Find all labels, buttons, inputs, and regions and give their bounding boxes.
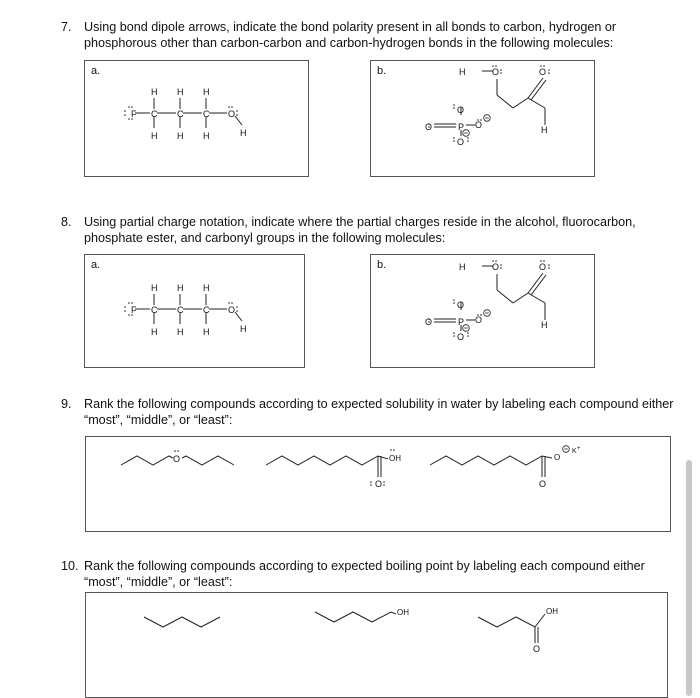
structure-8a xyxy=(124,283,246,337)
atom-O: O xyxy=(539,262,547,272)
butanol-structure xyxy=(315,608,409,622)
atom-C: C xyxy=(151,109,158,119)
atom-H: H xyxy=(151,283,158,293)
atom-O: O xyxy=(457,300,465,310)
structure-7b xyxy=(425,65,550,147)
structure-7a xyxy=(124,87,246,141)
atom-O: O xyxy=(492,67,500,77)
atom-H: H xyxy=(151,131,158,141)
atom-F: F xyxy=(131,109,137,119)
atom-H: H xyxy=(177,87,184,97)
atom-O: O xyxy=(539,479,547,489)
atom-H: H xyxy=(177,131,184,141)
atom-O: O xyxy=(457,137,465,147)
question-text: Using partial charge notation, indicate where the partial charges reside in the alcohol, fluorocarbon, phosphate ester, and carbonyl groups in the following molecules: xyxy=(84,215,636,245)
atom-O: O xyxy=(425,317,433,327)
question-number: 8. xyxy=(61,215,72,229)
atom-O: O xyxy=(228,109,236,119)
atom-H: H xyxy=(541,320,548,330)
butane-structure xyxy=(144,617,220,627)
atom-H: H xyxy=(151,327,158,337)
atom-O: O xyxy=(173,454,181,464)
question-number: 9. xyxy=(61,397,72,411)
atom-O: O xyxy=(533,644,541,654)
atom-O: O xyxy=(492,262,500,272)
question-text: Rank the following compounds according to expected boiling point by labeling each compound either “most”, “middle”, or “least”: xyxy=(84,559,645,589)
atom-H: H xyxy=(203,87,210,97)
atom-O: O xyxy=(539,67,547,77)
atom-H: H xyxy=(203,283,210,293)
atom-P: P xyxy=(458,317,465,327)
atom-H: H xyxy=(177,283,184,293)
atom-K: K xyxy=(572,448,577,455)
scrollbar-thumb[interactable] xyxy=(686,460,692,696)
atom-O: O xyxy=(375,479,383,489)
atom-O: O xyxy=(475,120,483,130)
question-text: Rank the following compounds according to expected solubility in water by labeling each compound either “most”, “middle”, or “least”: xyxy=(84,397,674,427)
box-label: b. xyxy=(377,65,387,77)
charge-plus: + xyxy=(577,446,581,452)
atom-O: O xyxy=(457,105,465,115)
potassium-carboxylate-structure xyxy=(430,446,581,489)
atom-H: H xyxy=(203,131,210,141)
atom-H: H xyxy=(151,87,158,97)
question-number: 10. xyxy=(61,559,79,573)
atom-C: C xyxy=(177,109,184,119)
atom-F: F xyxy=(131,305,137,315)
atom-O: O xyxy=(228,305,236,315)
atom-C: C xyxy=(203,305,210,315)
atom-H: H xyxy=(203,327,210,337)
butanoic-acid-long-structure xyxy=(266,449,401,489)
atom-H: H xyxy=(177,327,184,337)
atom-OH: OH xyxy=(546,607,558,616)
atom-O: O xyxy=(425,122,433,132)
atom-OH: OH xyxy=(397,608,409,617)
atom-O: O xyxy=(457,332,465,342)
atom-C: C xyxy=(151,305,158,315)
atom-O: O xyxy=(554,453,561,462)
box-label: b. xyxy=(377,259,387,271)
structure-8b xyxy=(425,260,550,342)
atom-H: H xyxy=(459,262,466,272)
dipropyl-ether-structure xyxy=(121,450,234,465)
atom-P: P xyxy=(458,122,465,132)
atom-C: C xyxy=(203,109,210,119)
atom-O: O xyxy=(475,315,483,325)
atom-H: H xyxy=(240,324,247,334)
atom-C: C xyxy=(177,305,184,315)
box-label: a. xyxy=(91,65,101,77)
question-text: Using bond dipole arrows, indicate the bond polarity present in all bonds to carbon, hydrogen or phosphorous other than carbon-carbon and carbon-hydrogen bonds in the following molecules: xyxy=(84,20,617,50)
atom-OH: OH xyxy=(389,454,401,463)
box-label: a. xyxy=(91,259,101,271)
atom-H: H xyxy=(459,67,466,77)
atom-H: H xyxy=(541,125,548,135)
atom-H: H xyxy=(240,128,247,138)
question-number: 7. xyxy=(61,20,72,34)
butanoic-acid-structure xyxy=(478,607,558,654)
